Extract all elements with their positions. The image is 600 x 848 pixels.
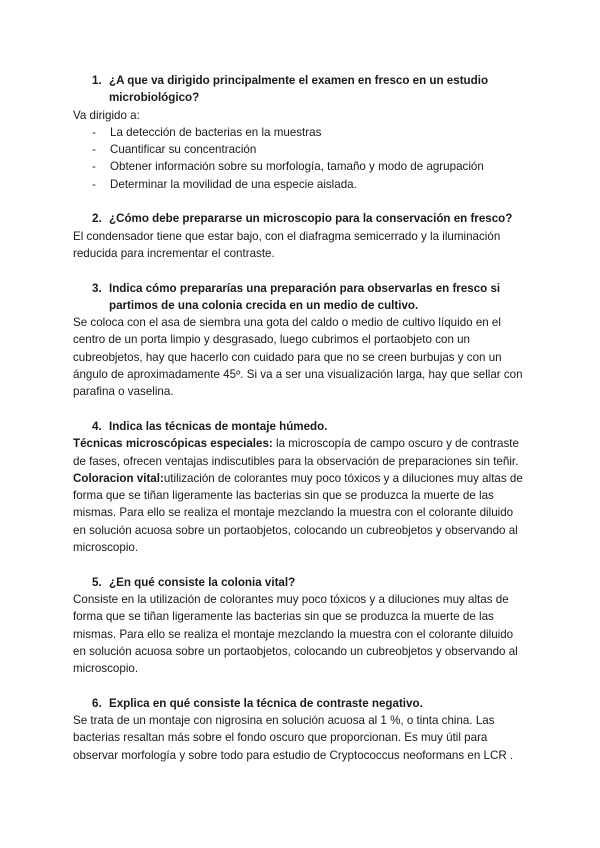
question-number: 3. <box>92 281 102 295</box>
dash-marker: - <box>92 177 96 191</box>
question-3-heading <box>92 280 528 315</box>
term-description: la microscopía de campo oscuro y de contraste de fases, ofrecen ventajas indiscutibles para la observación de preparaciones sin teñir. <box>73 437 519 468</box>
question-number: 6. <box>92 696 102 710</box>
answer-paragraph <box>73 470 528 556</box>
question-number: 1. <box>92 74 102 87</box>
spacer <box>73 262 528 279</box>
question-number: 4. <box>92 419 102 433</box>
list-item-text: Determinar la movilidad de una especie aislada. <box>110 177 357 191</box>
answer-paragraph <box>73 435 528 470</box>
list-item-text: Obtener información sobre su morfología, tamaño y modo de agrupación <box>110 160 484 174</box>
answer-bullet-list <box>73 124 528 193</box>
question-5-heading <box>92 574 528 591</box>
answer-paragraph: El condensador tiene que estar bajo, con el diafragma semicerrado y la iluminación reducida para incrementar el contraste. <box>73 229 501 260</box>
question-title: ¿Cómo debe prepararse un microscopio para la conservación en fresco? <box>109 212 513 226</box>
list-item <box>73 141 528 158</box>
question-title: Indica las técnicas de montaje húmedo. <box>109 419 328 433</box>
list-item <box>73 124 528 141</box>
list-item <box>73 176 528 193</box>
question-title: Explica en qué consiste la técnica de contraste negativo. <box>109 696 423 710</box>
spacer <box>73 677 528 694</box>
dash-marker: - <box>92 143 96 157</box>
list-item-text: La detección de bacterias en la muestras <box>110 125 322 139</box>
answer-paragraph: Se trata de un montaje con nigrosina en solución acuosa al 1 %, o tinta china. Las bacterias resaltan más sobre el fondo oscuro que proporcionan. Es muy útil para observar morfología y sobre todo para estudio de Cryptococcus neoformans en LCR . <box>73 713 514 762</box>
term-label: Técnicas microscópicas especiales: <box>73 437 273 451</box>
answer-paragraph: Consiste en la utilización de colorantes muy poco tóxicos y a diluciones muy altas de forma que se tiñan ligeramente las bacterias sin que se produzca la muerte de las mismas. Para ello se realiza el montaje mezclando la muestra con el colorante diluido en solución acuosa sobre un portaobjetos, colocando un cubreobjetos y observando al microscopio. <box>73 592 518 676</box>
list-item <box>73 158 528 175</box>
question-title: ¿En qué consiste la colonia vital? <box>109 575 296 589</box>
term-description: utilización de colorantes muy poco tóxicos y a diluciones muy altas de forma que se tiñan ligeramente las bacterias sin que se produzca la muerte de las mismas. Para ello se realiza el montaje mezclando la muestra con el colorante diluido en solución acuosa sobre un portaobjetos, colocando un cubreobjetos y observando al microscopio. <box>73 471 523 555</box>
list-item-text: Cuantificar su concentración <box>110 143 257 157</box>
spacer <box>73 556 528 573</box>
question-number: 5. <box>92 575 102 589</box>
spacer <box>73 193 528 210</box>
question-6-heading <box>92 695 528 712</box>
answer-intro: Va dirigido a: <box>73 108 140 122</box>
term-label: Coloracion vital: <box>73 471 164 485</box>
spacer <box>73 401 528 418</box>
question-1-heading <box>92 72 528 107</box>
question-title: ¿A que va dirigido principalmente el examen en fresco en un estudio microbiológico? <box>109 74 489 105</box>
question-title: Indica cómo prepararías una preparación para observarlas en fresco si partimos de una colonia crecida en un medio de cultivo. <box>109 281 501 312</box>
answer-paragraph: Se coloca con el asa de siembra una gota del caldo o medio de cultivo líquido en el centro de un porta limpio y desgrasado, luego cubrimos el portaobjeto con un cubreobjetos, hay que hacerlo con cuidado para que no se creen burbujas y con un ángulo de aproximadamente 45º. Si va a ser una visualización larga, hay que sellar con parafina o vaselina. <box>73 316 523 399</box>
dash-marker: - <box>92 160 96 174</box>
question-4-heading <box>92 418 528 435</box>
question-number: 2. <box>92 212 102 226</box>
dash-marker: - <box>92 125 96 139</box>
question-2-heading <box>92 210 528 227</box>
